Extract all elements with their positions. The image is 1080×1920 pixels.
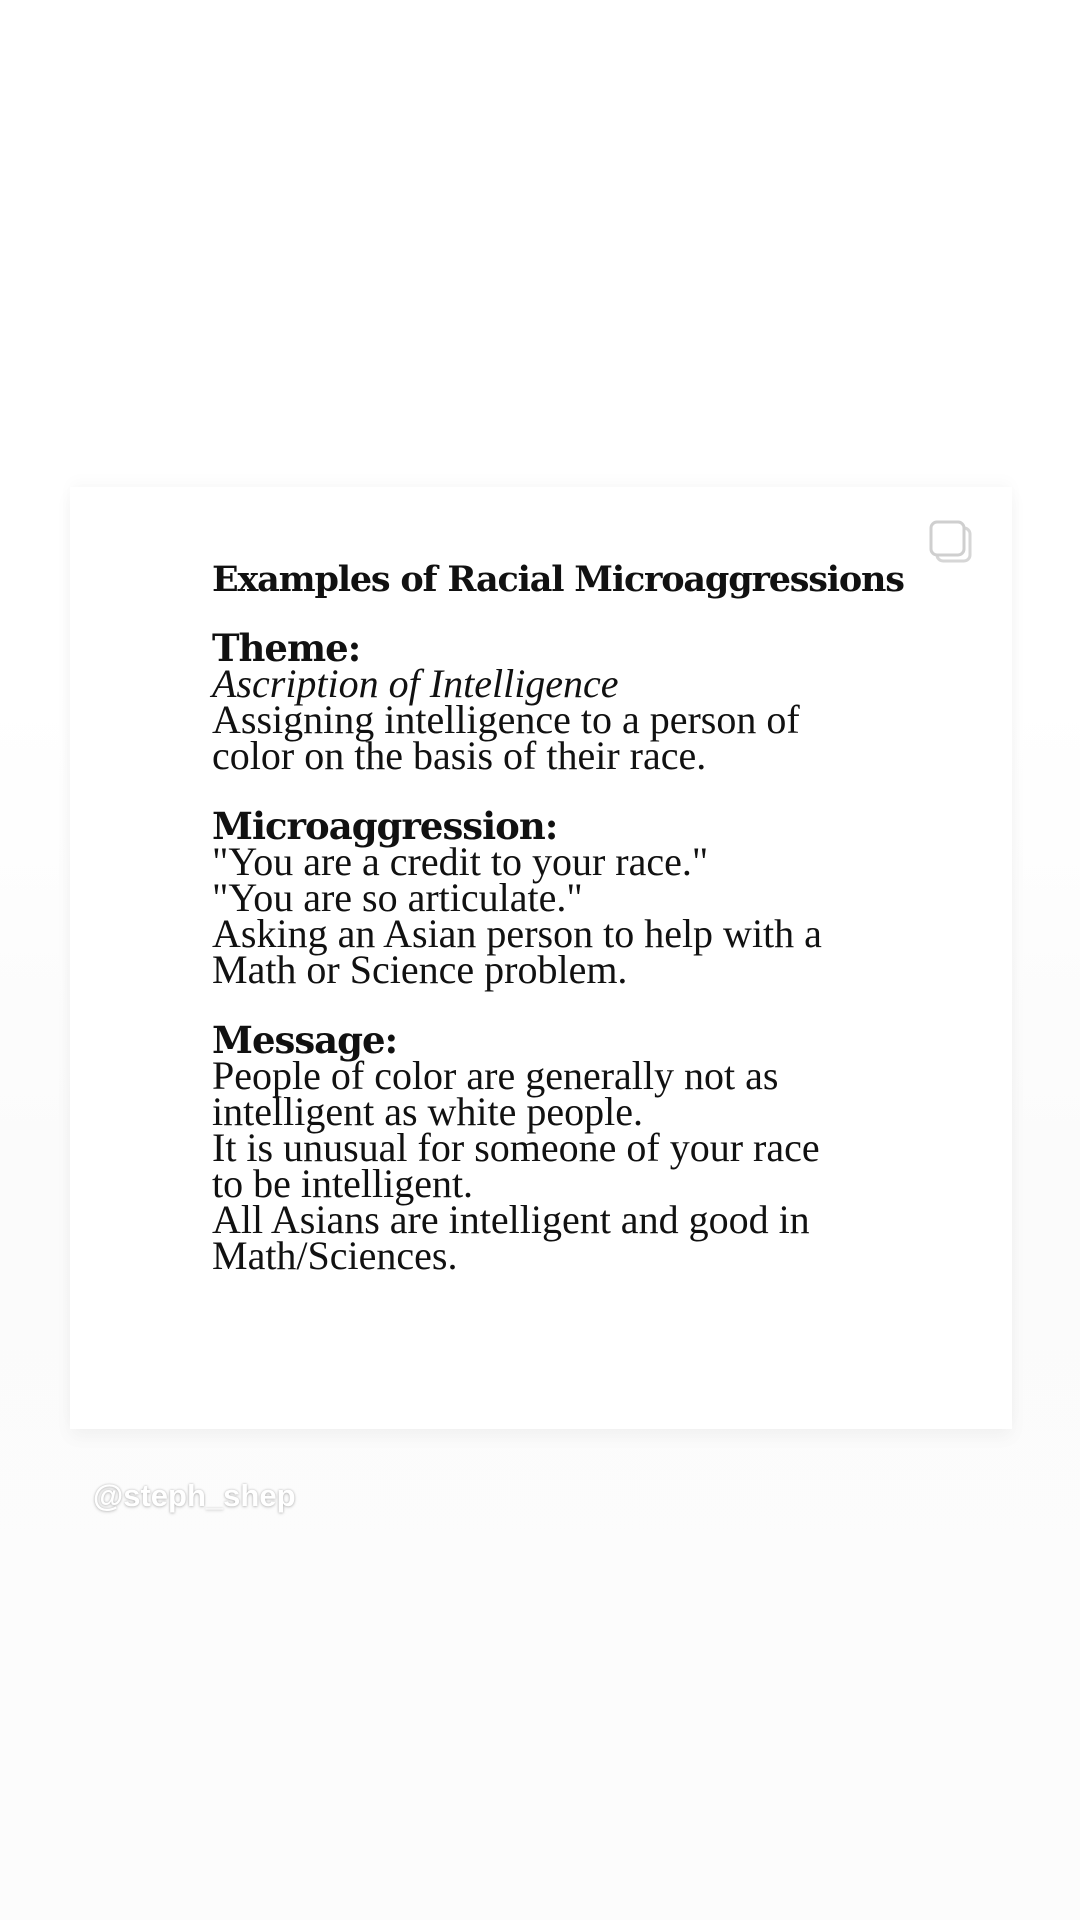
section-line: to be intelligent. <box>212 1161 474 1206</box>
post-title: Examples of Racial Microaggressions <box>212 559 904 600</box>
section-microaggression <box>212 804 952 992</box>
section-line: Math or Science problem. <box>212 947 628 992</box>
section-theme <box>212 626 952 778</box>
section-line: "You are a credit to your race." <box>212 839 709 884</box>
post-text-content <box>212 559 952 1308</box>
section-line: Math/Sciences. <box>212 1233 458 1278</box>
section-line: People of color are generally not as <box>212 1053 779 1098</box>
shared-post-card[interactable] <box>70 487 1012 1429</box>
section-heading: Message: <box>212 1018 398 1062</box>
section-subtitle: Ascription of Intelligence <box>212 661 619 706</box>
post-author-username[interactable]: @steph_shep <box>93 1478 296 1513</box>
section-heading: Theme: <box>212 626 361 670</box>
section-heading: Microaggression: <box>212 804 558 848</box>
section-line: All Asians are intelligent and good in <box>212 1197 810 1242</box>
section-line: color on the basis of their race. <box>212 733 707 778</box>
section-line: It is unusual for someone of your race <box>212 1125 820 1170</box>
section-line: Assigning intelligence to a person of <box>212 697 800 742</box>
section-line: intelligent as white people. <box>212 1089 643 1134</box>
section-line: "You are so articulate." <box>212 875 583 920</box>
section-message <box>212 1018 952 1278</box>
section-line: Asking an Asian person to help with a <box>212 911 822 956</box>
